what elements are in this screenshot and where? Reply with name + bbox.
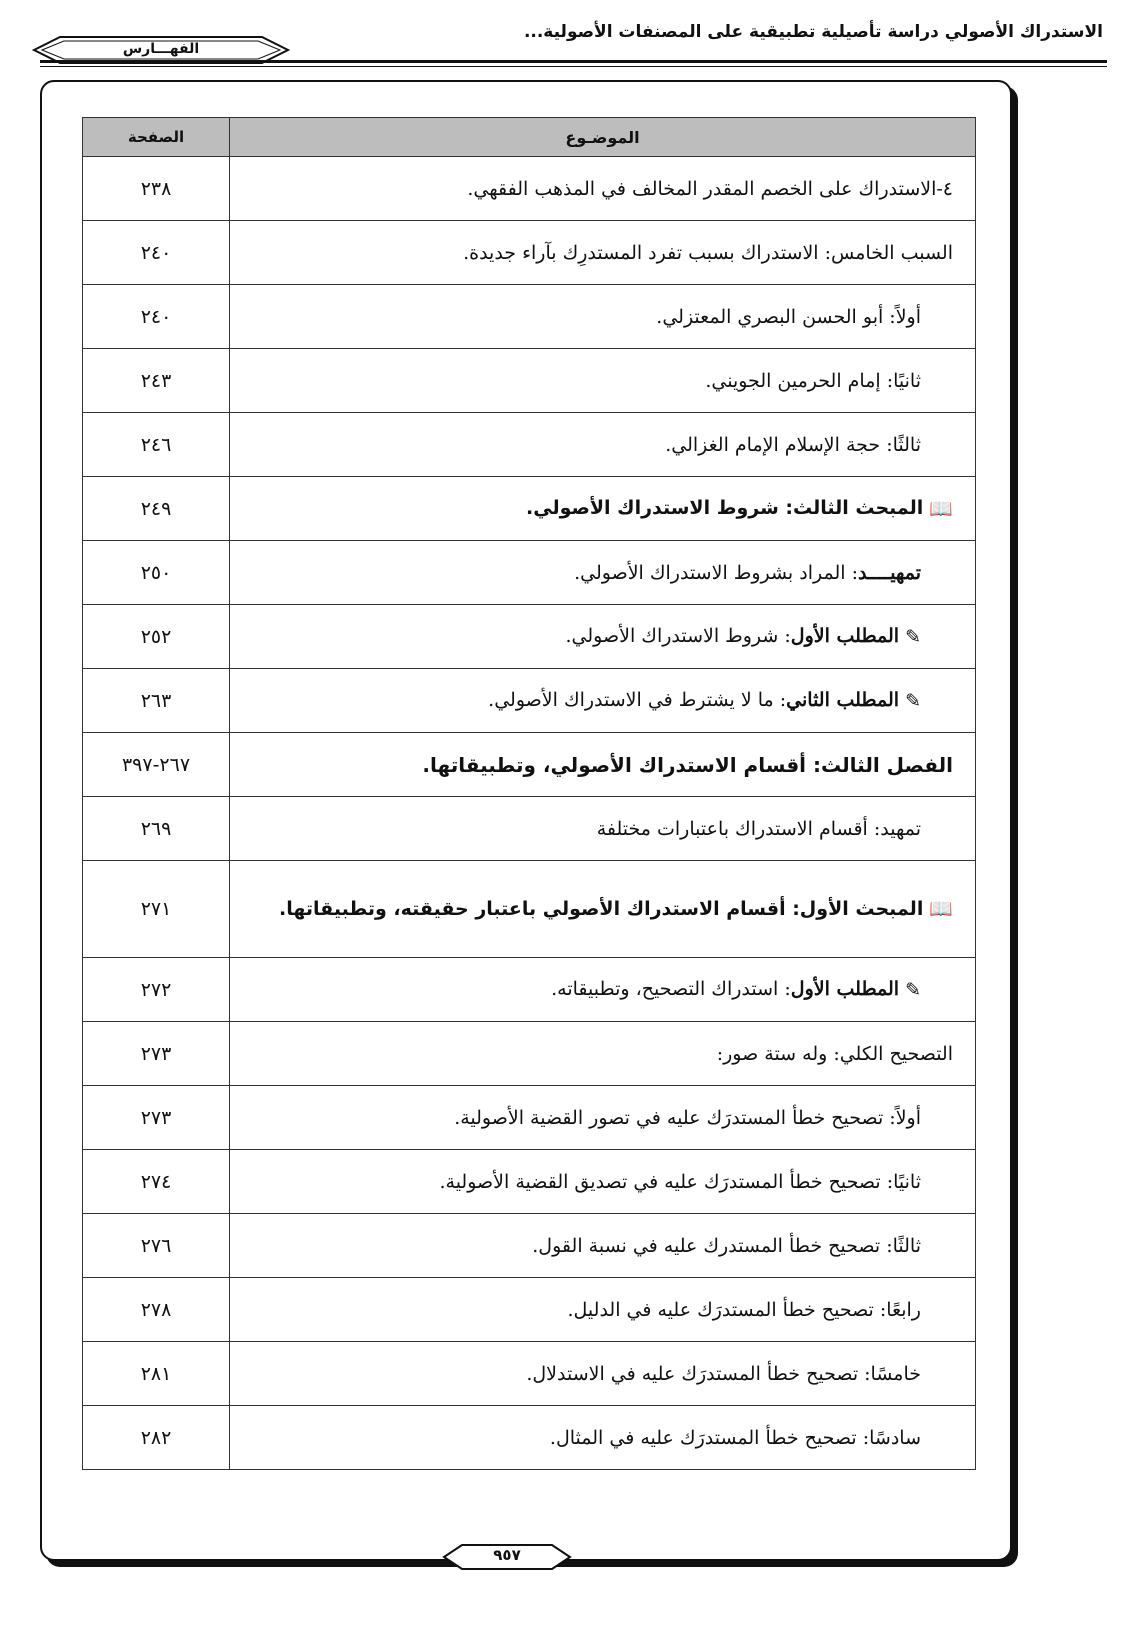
book-icon: 📖 [929,497,953,520]
page-cell: ٢٦٧-٣٩٧ [83,733,230,797]
table-row [83,221,976,285]
topic-text: : استدراك التصحيح، وتطبيقاته. [551,978,791,1000]
topic-cell: خامسًا: تصحيح خطأ المستدرَك عليه في الاستدلال. [230,1342,976,1406]
topic-cell [230,605,976,669]
page-cell: ٢٧٨ [83,1278,230,1342]
page-cell: ٢٣٨ [83,157,230,221]
topic-cell: رابعًا: تصحيح خطأ المستدرَك عليه في الدليل. [230,1278,976,1342]
topic-column-header: الموضـوع [230,118,976,157]
page-cell: ٢٤٦ [83,413,230,477]
page-cell: ٢٤٩ [83,477,230,541]
table-row [83,477,976,541]
table-row [83,958,976,1022]
page-cell: ٢٧٦ [83,1214,230,1278]
topic-lead: تمهيــــد [857,561,921,584]
topic-cell: ثالثًا: حجة الإسلام الإمام الغزالي. [230,413,976,477]
topic-cell [230,477,976,541]
table-row [83,1086,976,1150]
page-number: ٩٥٧ [493,1546,521,1564]
book-icon: 📖 [929,898,953,921]
topic-text: : المراد بشروط الاستدراك الأصولي. [574,561,858,584]
page-cell: ٢٤٠ [83,221,230,285]
topic-cell [230,669,976,733]
pen-icon: ✎ [905,979,921,1001]
table-row [83,1406,976,1470]
page-cell: ٢٧٢ [83,958,230,1022]
topic-cell: سادسًا: تصحيح خطأ المستدرَك عليه في المثال. [230,1406,976,1470]
table-row [83,1150,976,1214]
table-row [83,1022,976,1086]
running-header-title: الاستدراك الأصولي دراسة تأصيلية تطبيقية على المصنفات الأصولية... [523,22,1103,42]
table-row [83,349,976,413]
table-row [83,1342,976,1406]
page-cell: ٢٨٢ [83,1406,230,1470]
header-rule [40,60,1107,63]
page-cell: ٢٥٢ [83,605,230,669]
section-tab-label: الفهـــارس [122,41,200,57]
page-cell: ٢٧١ [83,861,230,958]
page-cell: ٢٦٩ [83,797,230,861]
topic-text: : شروط الاستدراك الأصولي. [565,625,791,647]
table-row [83,541,976,605]
topic-cell: تمهيد: أقسام الاستدراك باعتبارات مختلفة [230,797,976,861]
page-cell: ٢٤٣ [83,349,230,413]
page-number-badge [442,1543,572,1571]
topic-cell: ثانيًا: إمام الحرمين الجويني. [230,349,976,413]
header-rule-thin [40,66,1107,67]
topic-text: المبحث الثالث: شروط الاستدراك الأصولي. [526,497,924,520]
topic-cell: ثانيًا: تصحيح خطأ المستدرَك عليه في تصديق القضية الأصولية. [230,1150,976,1214]
topic-cell [230,861,976,958]
topic-cell [230,958,976,1022]
topic-lead: المطلب الثاني [786,689,900,711]
table-row [83,861,976,958]
table-row [83,157,976,221]
topic-cell: الفصل الثالث: أقسام الاستدراك الأصولي، وتطبيقاتها. [230,733,976,797]
toc-header-row [83,118,976,157]
table-row [83,605,976,669]
table-row [83,797,976,861]
topic-text: : ما لا يشترط في الاستدراك الأصولي. [488,689,787,711]
toc-table [82,117,976,1470]
topic-cell: أولاً: أبو الحسن البصري المعتزلي. [230,285,976,349]
topic-cell: أولاً: تصحيح خطأ المستدرَك عليه في تصور القضية الأصولية. [230,1086,976,1150]
page-column-header: الصفحة [83,118,230,157]
page-cell: ٢٧٤ [83,1150,230,1214]
topic-cell: ثالثًا: تصحيح خطأ المستدرك عليه في نسبة القول. [230,1214,976,1278]
page-cell: ٢٨١ [83,1342,230,1406]
table-row [83,1278,976,1342]
page-cell: ٢٤٠ [83,285,230,349]
page-cell: ٢٧٣ [83,1022,230,1086]
table-row [83,285,976,349]
table-row [83,733,976,797]
topic-text: المبحث الأول: أقسام الاستدراك الأصولي باعتبار حقيقته، وتطبيقاتها. [279,897,924,920]
pen-icon: ✎ [905,690,921,712]
topic-cell: التصحيح الكلي: وله ستة صور: [230,1022,976,1086]
table-row [83,413,976,477]
topic-lead: المطلب الأول [790,625,900,647]
topic-lead: المطلب الأول [790,978,900,1000]
page-cell: ٢٧٣ [83,1086,230,1150]
page-cell: ٢٥٠ [83,541,230,605]
topic-cell [230,541,976,605]
table-row [83,1214,976,1278]
pen-icon: ✎ [905,626,921,648]
topic-cell: السبب الخامس: الاستدراك بسبب تفرد المستدرِك بآراء جديدة. [230,221,976,285]
topic-cell: ٤-الاستدراك على الخصم المقدر المخالف في المذهب الفقهي. [230,157,976,221]
table-row [83,669,976,733]
page-cell: ٢٦٣ [83,669,230,733]
